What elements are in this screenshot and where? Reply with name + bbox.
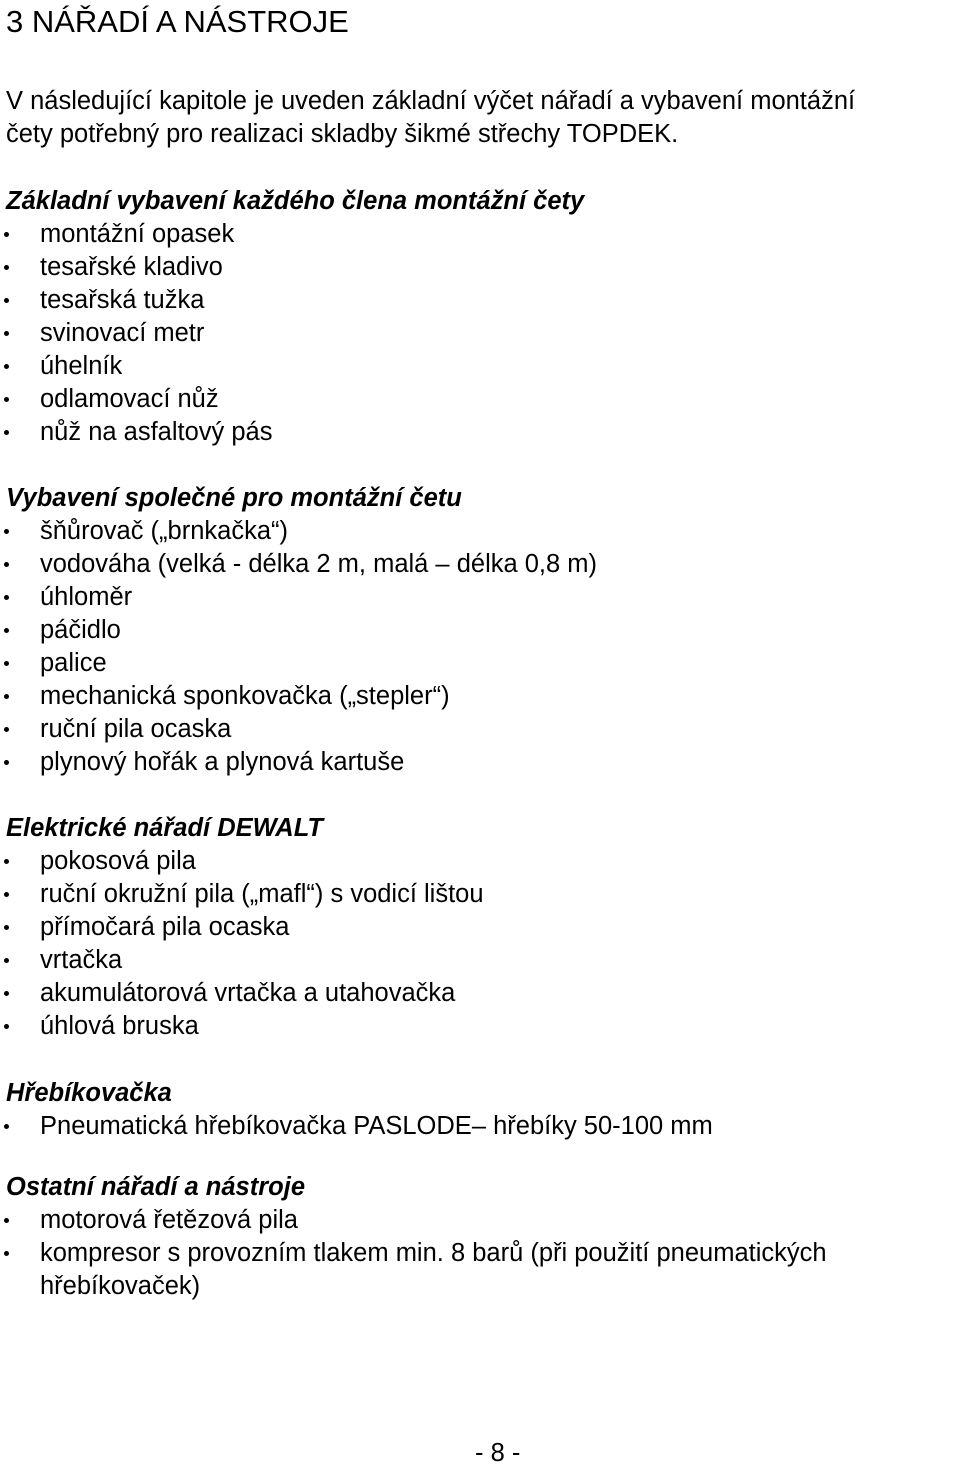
list-item: nůž na asfaltový pás <box>4 416 956 449</box>
list-item: ruční pila ocaska <box>4 713 956 746</box>
bullet-icon <box>4 397 9 402</box>
bullet-icon <box>4 892 9 897</box>
intro-line-1: V následující kapitole je uveden základní výčet nářadí a vybavení montážní <box>6 87 856 115</box>
list-item: akumulátorová vrtačka a utahovačka <box>4 977 956 1010</box>
list-item: mechanická sponkovačka („stepler“) <box>4 680 956 713</box>
page-number: - 8 - <box>475 1439 521 1467</box>
section-basic-equipment <box>4 185 956 449</box>
section-heading: Ostatní nářadí a nástroje <box>6 1173 306 1201</box>
section-nailer <box>4 1077 956 1143</box>
list-item: pokosová pila <box>4 845 956 878</box>
intro-paragraph <box>6 85 960 151</box>
section-heading: Vybavení společné pro montážní četu <box>6 484 462 512</box>
bullet-icon <box>4 364 9 369</box>
bullet-icon <box>4 628 9 633</box>
bullet-icon <box>4 727 9 732</box>
bullet-icon <box>4 430 9 435</box>
bullet-icon <box>4 760 9 765</box>
list-item: páčidlo <box>4 614 956 647</box>
bullet-icon <box>4 1218 9 1223</box>
item-list <box>4 1204 956 1303</box>
item-list <box>4 515 956 779</box>
list-item: úhlová bruska <box>4 1010 956 1043</box>
section-electric-tools <box>4 812 956 1043</box>
list-item: palice <box>4 647 956 680</box>
chapter-title: 3 NÁŘADÍ A NÁSTROJE <box>6 4 349 39</box>
list-item: šňůrovač („brnkačka“) <box>4 515 956 548</box>
bullet-icon <box>4 529 9 534</box>
section-other-tools <box>4 1171 956 1303</box>
bullet-icon <box>4 1024 9 1029</box>
list-item: tesařské kladivo <box>4 251 956 284</box>
bullet-icon <box>4 265 9 270</box>
list-item: kompresor s provozním tlakem min. 8 barů (při použití pneumatických hřebíkovaček) <box>4 1237 956 1303</box>
list-item: odlamovací nůž <box>4 383 956 416</box>
bullet-icon <box>4 991 9 996</box>
list-item: tesařská tužka <box>4 284 956 317</box>
bullet-icon <box>4 298 9 303</box>
bullet-icon <box>4 331 9 336</box>
list-item: přímočará pila ocaska <box>4 911 956 944</box>
list-item: montážní opasek <box>4 218 956 251</box>
section-heading: Základní vybavení každého člena montážní čety <box>6 187 585 215</box>
bullet-icon <box>4 1124 9 1129</box>
bullet-icon <box>4 694 9 699</box>
section-heading: Hřebíkovačka <box>6 1079 172 1107</box>
bullet-icon <box>4 562 9 567</box>
list-item: Pneumatická hřebíkovačka PASLODE– hřebíky 50-100 mm <box>4 1110 956 1143</box>
section-shared-equipment <box>4 482 956 779</box>
item-list <box>4 1110 956 1143</box>
list-item: úhloměr <box>4 581 956 614</box>
list-item: ruční okružní pila („mafl“) s vodicí lištou <box>4 878 956 911</box>
list-item: úhelník <box>4 350 956 383</box>
list-item: vrtačka <box>4 944 956 977</box>
section-heading: Elektrické nářadí DEWALT <box>6 814 323 842</box>
bullet-icon <box>4 595 9 600</box>
bullet-icon <box>4 1251 9 1256</box>
item-list <box>4 845 956 1043</box>
list-item: plynový hořák a plynová kartuše <box>4 746 956 779</box>
intro-line-2: čety potřebný pro realizaci skladby šikmé střechy TOPDEK. <box>6 120 679 148</box>
list-item: vodováha (velká - délka 2 m, malá – délka 0,8 m) <box>4 548 956 581</box>
bullet-icon <box>4 859 9 864</box>
bullet-icon <box>4 925 9 930</box>
list-item: motorová řetězová pila <box>4 1204 956 1237</box>
bullet-icon <box>4 661 9 666</box>
item-list <box>4 218 956 449</box>
bullet-icon <box>4 958 9 963</box>
bullet-icon <box>4 232 9 237</box>
list-item: svinovací metr <box>4 317 956 350</box>
